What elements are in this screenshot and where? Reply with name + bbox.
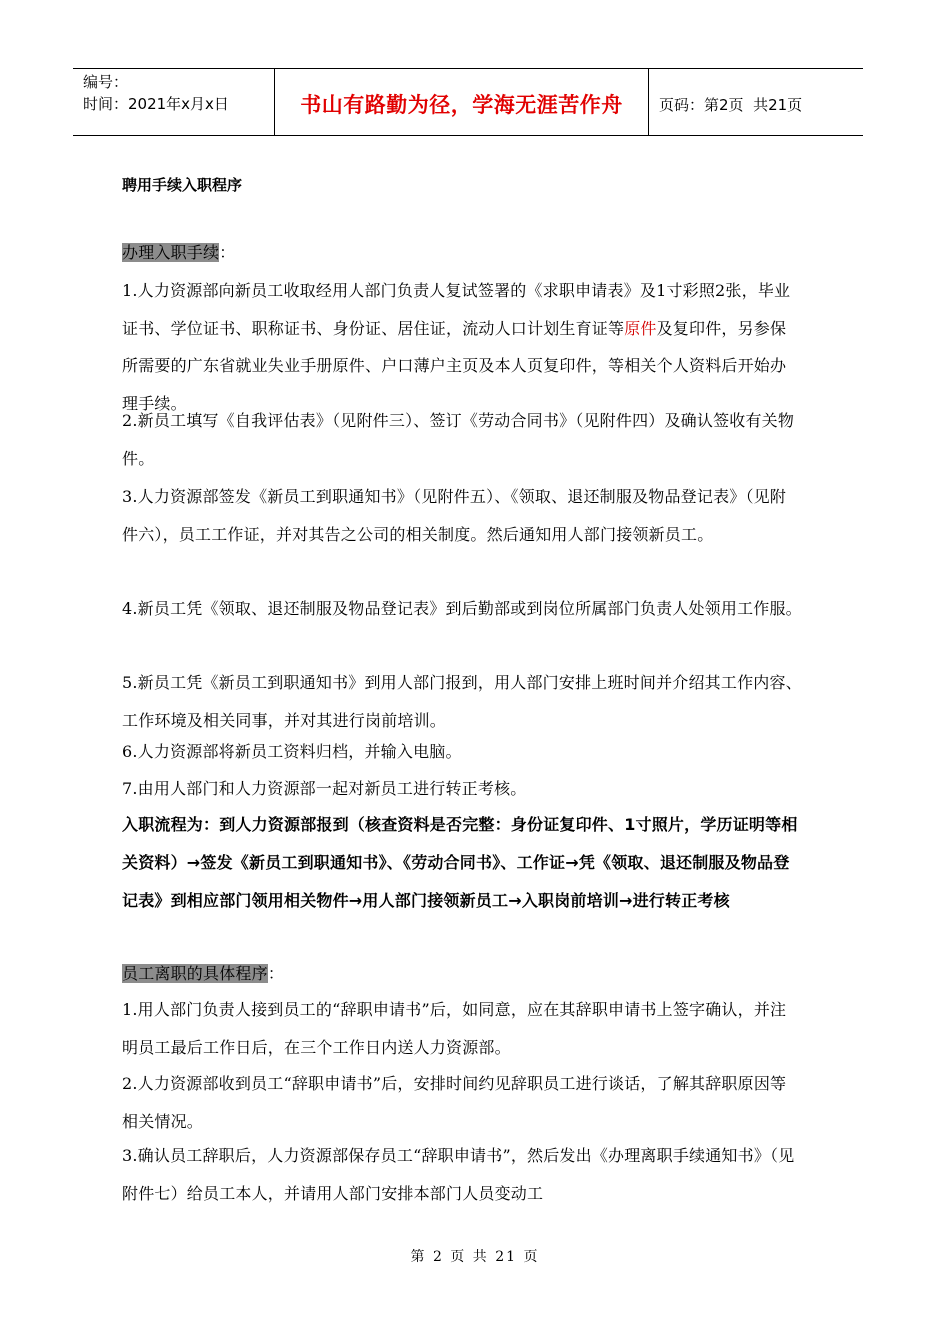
- header-meta: [73, 69, 275, 135]
- leave-item-3: 3.确认员工辞职后，人力资源部保存员工“辞职申请书”，然后发出《办理离职手续通知书》（见附件七）给员工本人，并请用人部门安排本部门人员变动工: [122, 1146, 795, 1203]
- flow-text: 入职流程为：到人力资源部报到（核查资料是否完整：身份证复印件、1寸照片，学历证明等相关资料）→签发《新员工到职通知书》、《劳动合同书》、工作证→凭《领取、退还制服及物品登记表》到相应部门领用相关物件→用人部门接领新员工→入职岗前培训→进行转正考核: [122, 815, 798, 910]
- section1-heading-text: 办理入职手续: [122, 243, 220, 262]
- item-5: 5.新员工凭《新员工到职通知书》到用人部门报到，用人部门安排上班时间并介绍其工作内容、工作环境及相关同事，并对其进行岗前培训。: [122, 673, 802, 730]
- page-header: [73, 68, 863, 136]
- number-label: 编号：: [83, 73, 129, 91]
- section2-heading: [122, 955, 802, 993]
- header-motto-cell: [275, 69, 649, 135]
- item-6: 6.人力资源部将新员工资料归档，并输入电脑。: [122, 742, 462, 761]
- leave-item-1: 1.用人部门负责人接到员工的“辞职申请书”后，如同意，应在其辞职申请书上签字确认，并注明员工最后工作日后，在三个工作日内送人力资源部。: [122, 1000, 787, 1057]
- page-label: 页码：第2页 共21页: [659, 95, 803, 114]
- doc-title: 聘用手续入职程序: [122, 176, 243, 194]
- section2-heading-text: 员工离职的具体程序: [122, 964, 268, 983]
- item-1-after: 及复印件，另参保所需要的广东省就业失业手册原件、户口薄户主页及本人页复印件，等相关个人资料后开始办理手续。: [122, 318, 787, 413]
- item-2: 2.新员工填写《自我评估表》（见附件三）、签订《劳动合同书》（见附件四）及确认签收有关物件。: [122, 411, 795, 468]
- page-footer: 第 2 页 共 21 页: [410, 1249, 540, 1265]
- time-label: 时间：2021年x月x日: [83, 95, 229, 113]
- item-1-red: 原件: [624, 318, 657, 338]
- section1-heading: [122, 234, 802, 272]
- item-1: [122, 272, 802, 422]
- motto-text: 书山有路勤为径，学海无涯苦作舟: [300, 93, 623, 117]
- section1-colon: ：: [219, 243, 236, 262]
- item-3: 3.人力资源部签发《新员工到职通知书》（见附件五）、《领取、退还制服及物品登记表》（见附件六），员工工作证，并对其告之公司的相关制度。然后通知用人部门接领新员工。: [122, 487, 787, 544]
- item-4: 4.新员工凭《领取、退还制服及物品登记表》到后勤部或到岗位所属部门负责人处领用工作服。: [122, 599, 802, 618]
- item-7: 7.由用人部门和人力资源部一起对新员工进行转正考核。: [122, 779, 527, 798]
- leave-item-2: 2.人力资源部收到员工“辞职申请书”后，安排时间约见辞职员工进行谈话，了解其辞职原因等相关情况。: [122, 1074, 787, 1131]
- section2-colon: ：: [267, 964, 285, 983]
- item-1-before: 1.人力资源部向新员工收取经用人部门负责人复试签署的《求职申请表》及1寸彩照2张，毕业证书、学位证书、职称证书、身份证、居住证，流动人口计划生育证等: [122, 281, 791, 338]
